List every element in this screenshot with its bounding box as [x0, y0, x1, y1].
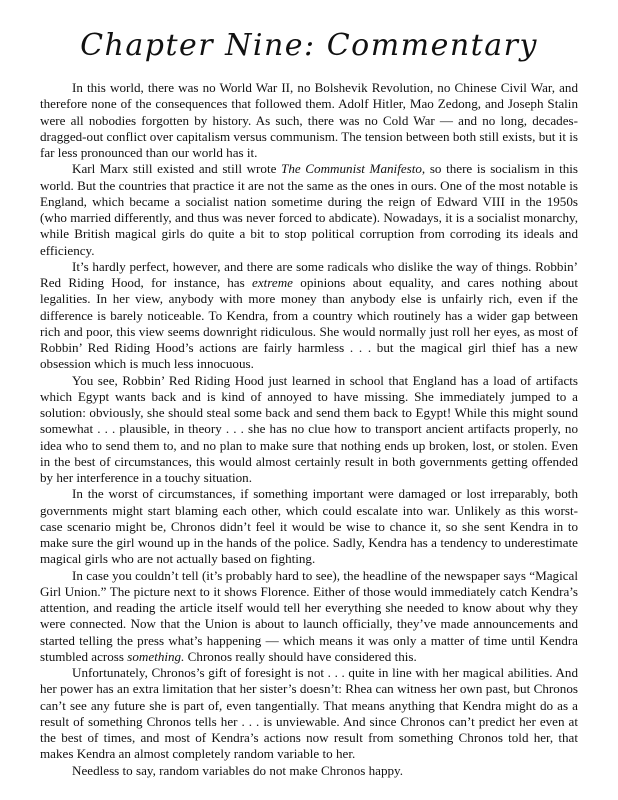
paragraph-text: Chronos really should have considered this.: [184, 648, 417, 664]
paragraph-text: In case you couldn’t tell (it’s probably hard to see), the headline of the newspaper says “Magical Girl Union.” The picture next to it shows Florence. Either of those would immediately catch Kendra’s attention, and reading the article itself would tell her everything she needed to know about why they were connected. Now that the Union is about to launch officially, they’ve made announcements and started telling the press what’s happening — which means it was only a matter of time until Kendra stumbled across: [40, 567, 578, 664]
paragraph-8: [40, 763, 578, 779]
paragraph-text: It’s hardly perfect, however, and there are some radicals who dislike the way of things. Robbin’ Red Riding Hood, for instance, has: [40, 258, 578, 290]
emphasis-text: something.: [127, 648, 185, 664]
paragraph-text: opinions about equality, and cares nothing about legalities. In her view, anybody with more money than anybody else is unfairly rich, even if the difference is barely noticeable. To Kendra, from a country which routinely has a wider gap between rich and poor, this view seems downright ridiculous. She would normally just roll her eyes, as most of Robbin’ Red Riding Hood’s actions are fairly harmless . . . but the magical girl thief has a new obsession which is much less innocuous.: [40, 275, 578, 372]
paragraph-1: [40, 80, 578, 161]
paragraph-text: In the worst of circumstances, if something important were damaged or lost irreparably, both governments might start blaming each other, which could escalate into war. Unlikely as this worst-case scenario might be, Chronos didn’t feel it would be wise to chance it, so she sent Kendra in to make sure the girl wound up in the hands of the police. Sadly, Kendra has a tendency to underestimate magical girls who are not actually based on fighting.: [40, 486, 578, 567]
chapter-title: Chapter Nine: Commentary: [80, 28, 538, 63]
paragraph-5: [40, 486, 578, 567]
paragraph-text: You see, Robbin’ Red Riding Hood just learned in school that England has a load of artifacts which Egypt wants back and is kind of annoyed to have missing. She immediately jumped to a solution: obviously, she should steal some back and send them back to Egypt! While this might sound somewhat . . . plausible, in theory . . . she has no clue how to transport ancient artifacts properly, no idea who to send them to, and no plan to make sure that nothing ends up broken, lost, or stolen. Even in the best of circumstances, this would almost certainly result in both governments getting offended by her interference in a touchy situation.: [40, 372, 578, 485]
paragraph-2: [40, 161, 578, 259]
paragraph-4: [40, 373, 578, 487]
paragraph-text: Needless to say, random variables do not make Chronos happy.: [72, 762, 404, 778]
paragraph-text: so there is socialism in this world. But the countries that practice it are not the same as the ones in ours. One of the most notable is England, which became a socialist nation sometime during the reign of Edward VIII in the 1950s (who married differently, and thus was never forced to abdicate). Nowadays, it is a socialist monarchy, while British magical girls do quite a bit to stop political corruption from corroding its ideals and efficiency.: [40, 161, 578, 258]
commentary-body: [40, 80, 578, 779]
paragraph-7: [40, 665, 578, 763]
book-title-emphasis: The Communist Manifesto,: [281, 161, 426, 177]
paragraph-text: Karl Marx still existed and still wrote: [72, 161, 282, 177]
paragraph-text: Unfortunately, Chronos’s gift of foresight is not . . . quite in line with her magical abilities. And her power has an extra limitation that her sister’s doesn’t: Rhea can witness her own past, but Chronos can’t see any future she is part of, even tangentially. That means anything that Kendra might do as a result of something Chronos tells her . . . is unviewable. And since Chronos can’t predict her even at the best of times, and most of Kendra’s actions now result from something Chronos told her, that makes Kendra an almost completely random variable to her.: [40, 665, 578, 762]
paragraph-3: [40, 259, 578, 373]
paragraph-text: In this world, there was no World War II, no Bolshevik Revolution, no Chinese Civil War, and therefore none of the consequences that followed them. Adolf Hitler, Mao Zedong, and Joseph Stalin were all nobodies forgotten by history. As such, there was no Cold War — and no long, decades-dragged-out conflict over capitalism versus communism. The tension between both still exists, but it is far less pronounced than our world has it.: [40, 80, 578, 160]
emphasis-text: extreme: [252, 275, 293, 290]
paragraph-6: [40, 568, 578, 666]
